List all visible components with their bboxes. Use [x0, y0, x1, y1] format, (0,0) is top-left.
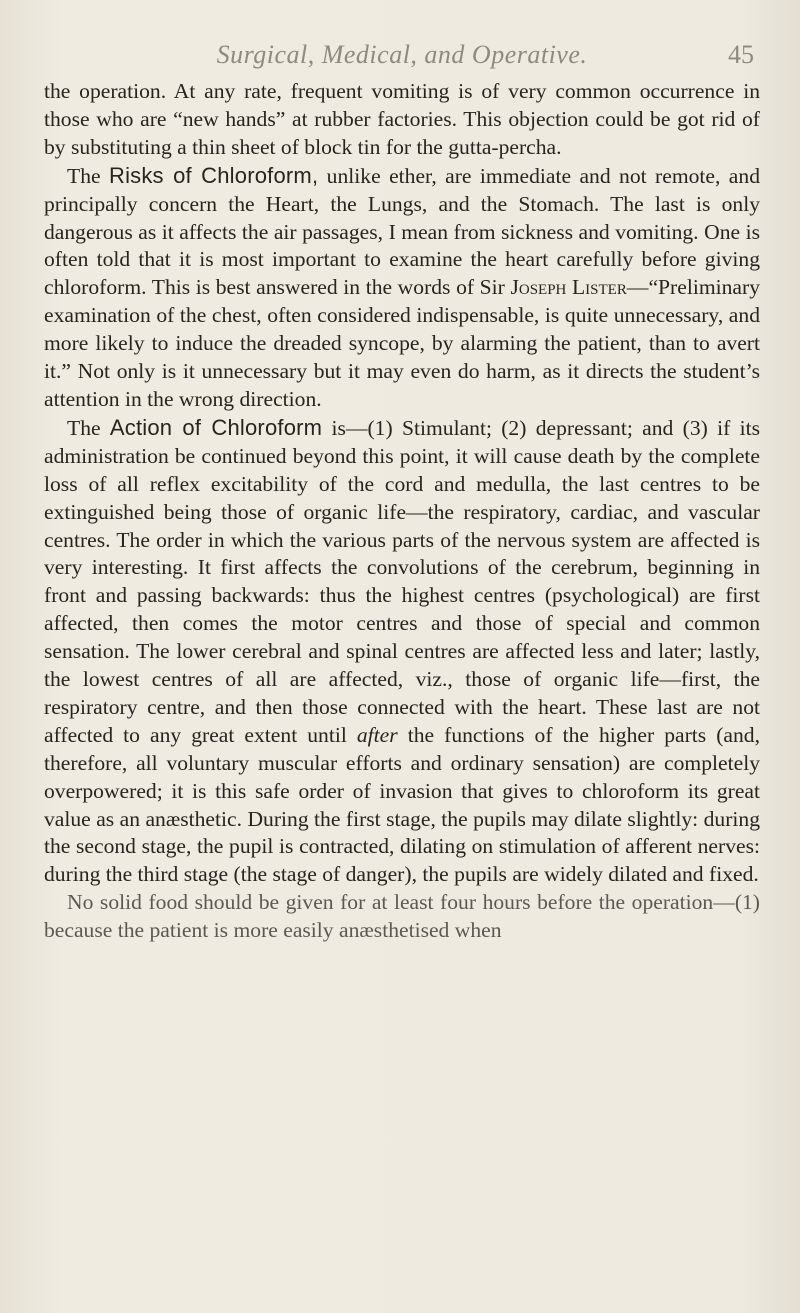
- paragraph-continuation: [44, 78, 760, 162]
- emphasis-after: after: [356, 722, 398, 747]
- sidehead-risks-of-chloroform: Risks of Chloroform,: [108, 162, 319, 188]
- paragraph-text: —“Preliminary examination of the chest, often considered indispensable, is quite unnecessary, and more likely to induce the dreaded syncope, by alarming the patient, than to avert it.” Not only is it unnecessary but it may even do harm, as it directs the student’s attention in the wrong direction.: [44, 275, 760, 411]
- paragraph-text: is—(1) Stimulant; (2) depressant; and (3) if its administration be continued beyond this point, it will cause death by the complete loss of all reflex excitability of the cord and medulla, the last centres to be extinguished being those of organic life—the respiratory, cardiac, and vascular centres. The order in which the various parts of the nervous system are affected is very interesting. It first affects the convolutions of the cerebrum, beginning in front and passing backwards: thus the highest centres (psychological) are first affected, then comes the motor centres and those of special and common sensation. The lower cerebral and spinal centres are affected less and later; lastly, the lowest centres of all are affected, viz., those of organic life—first, the respiratory centre, and then those connected with the heart. These last are not affected to any great extent until: [44, 415, 760, 747]
- paragraph-text: unlike ether, are immediate and not remote, and principally concern the Heart, the Lungs, and the Stomach. The last is only dangerous as it affects the air passages, I mean from sickness and vomiting. One is often told that it is most important to examine the heart carefully before giving chloroform. This is best answered in the words of Sir: [44, 163, 760, 300]
- paragraph-text: No solid food should be given for at least four hours before the operation—(1) because the patient is more easily anæsthetised when: [44, 890, 760, 943]
- paragraph-text: the operation. At any rate, frequent vomiting is of very common occurrence in those who are “new hands” at rubber factories. This objection could be got rid of by substituting a thin sheet of block tin for the gutta-percha.: [44, 79, 760, 159]
- author-name: Joseph Lister: [510, 275, 627, 300]
- page-number: 45: [728, 40, 754, 69]
- paragraph-lead: The: [67, 163, 109, 188]
- running-title: Surgical, Medical, and Operative.: [216, 40, 588, 69]
- paragraph-action-of-chloroform: [44, 414, 760, 889]
- paragraph-solid-food: [44, 889, 760, 945]
- body-text: [44, 78, 760, 945]
- running-head: [44, 0, 760, 78]
- paragraph-lead: The: [67, 415, 110, 440]
- sidehead-action-of-chloroform: Action of Chloroform: [109, 414, 323, 440]
- paragraph-risks-of-chloroform: [44, 162, 760, 414]
- paragraph-text: the functions of the higher parts (and, therefore, all voluntary muscular efforts and ordinary sensation) are completely overpowered; it is this safe order of invasion that gives to chloroform its great value as an anæsthetic. During the first stage, the pupils may dilate slightly: during the second stage, the pupil is contracted, dilating on stimulation of afferent nerves: during the third stage (the stage of danger), the pupils are widely dilated and fixed.: [44, 722, 761, 887]
